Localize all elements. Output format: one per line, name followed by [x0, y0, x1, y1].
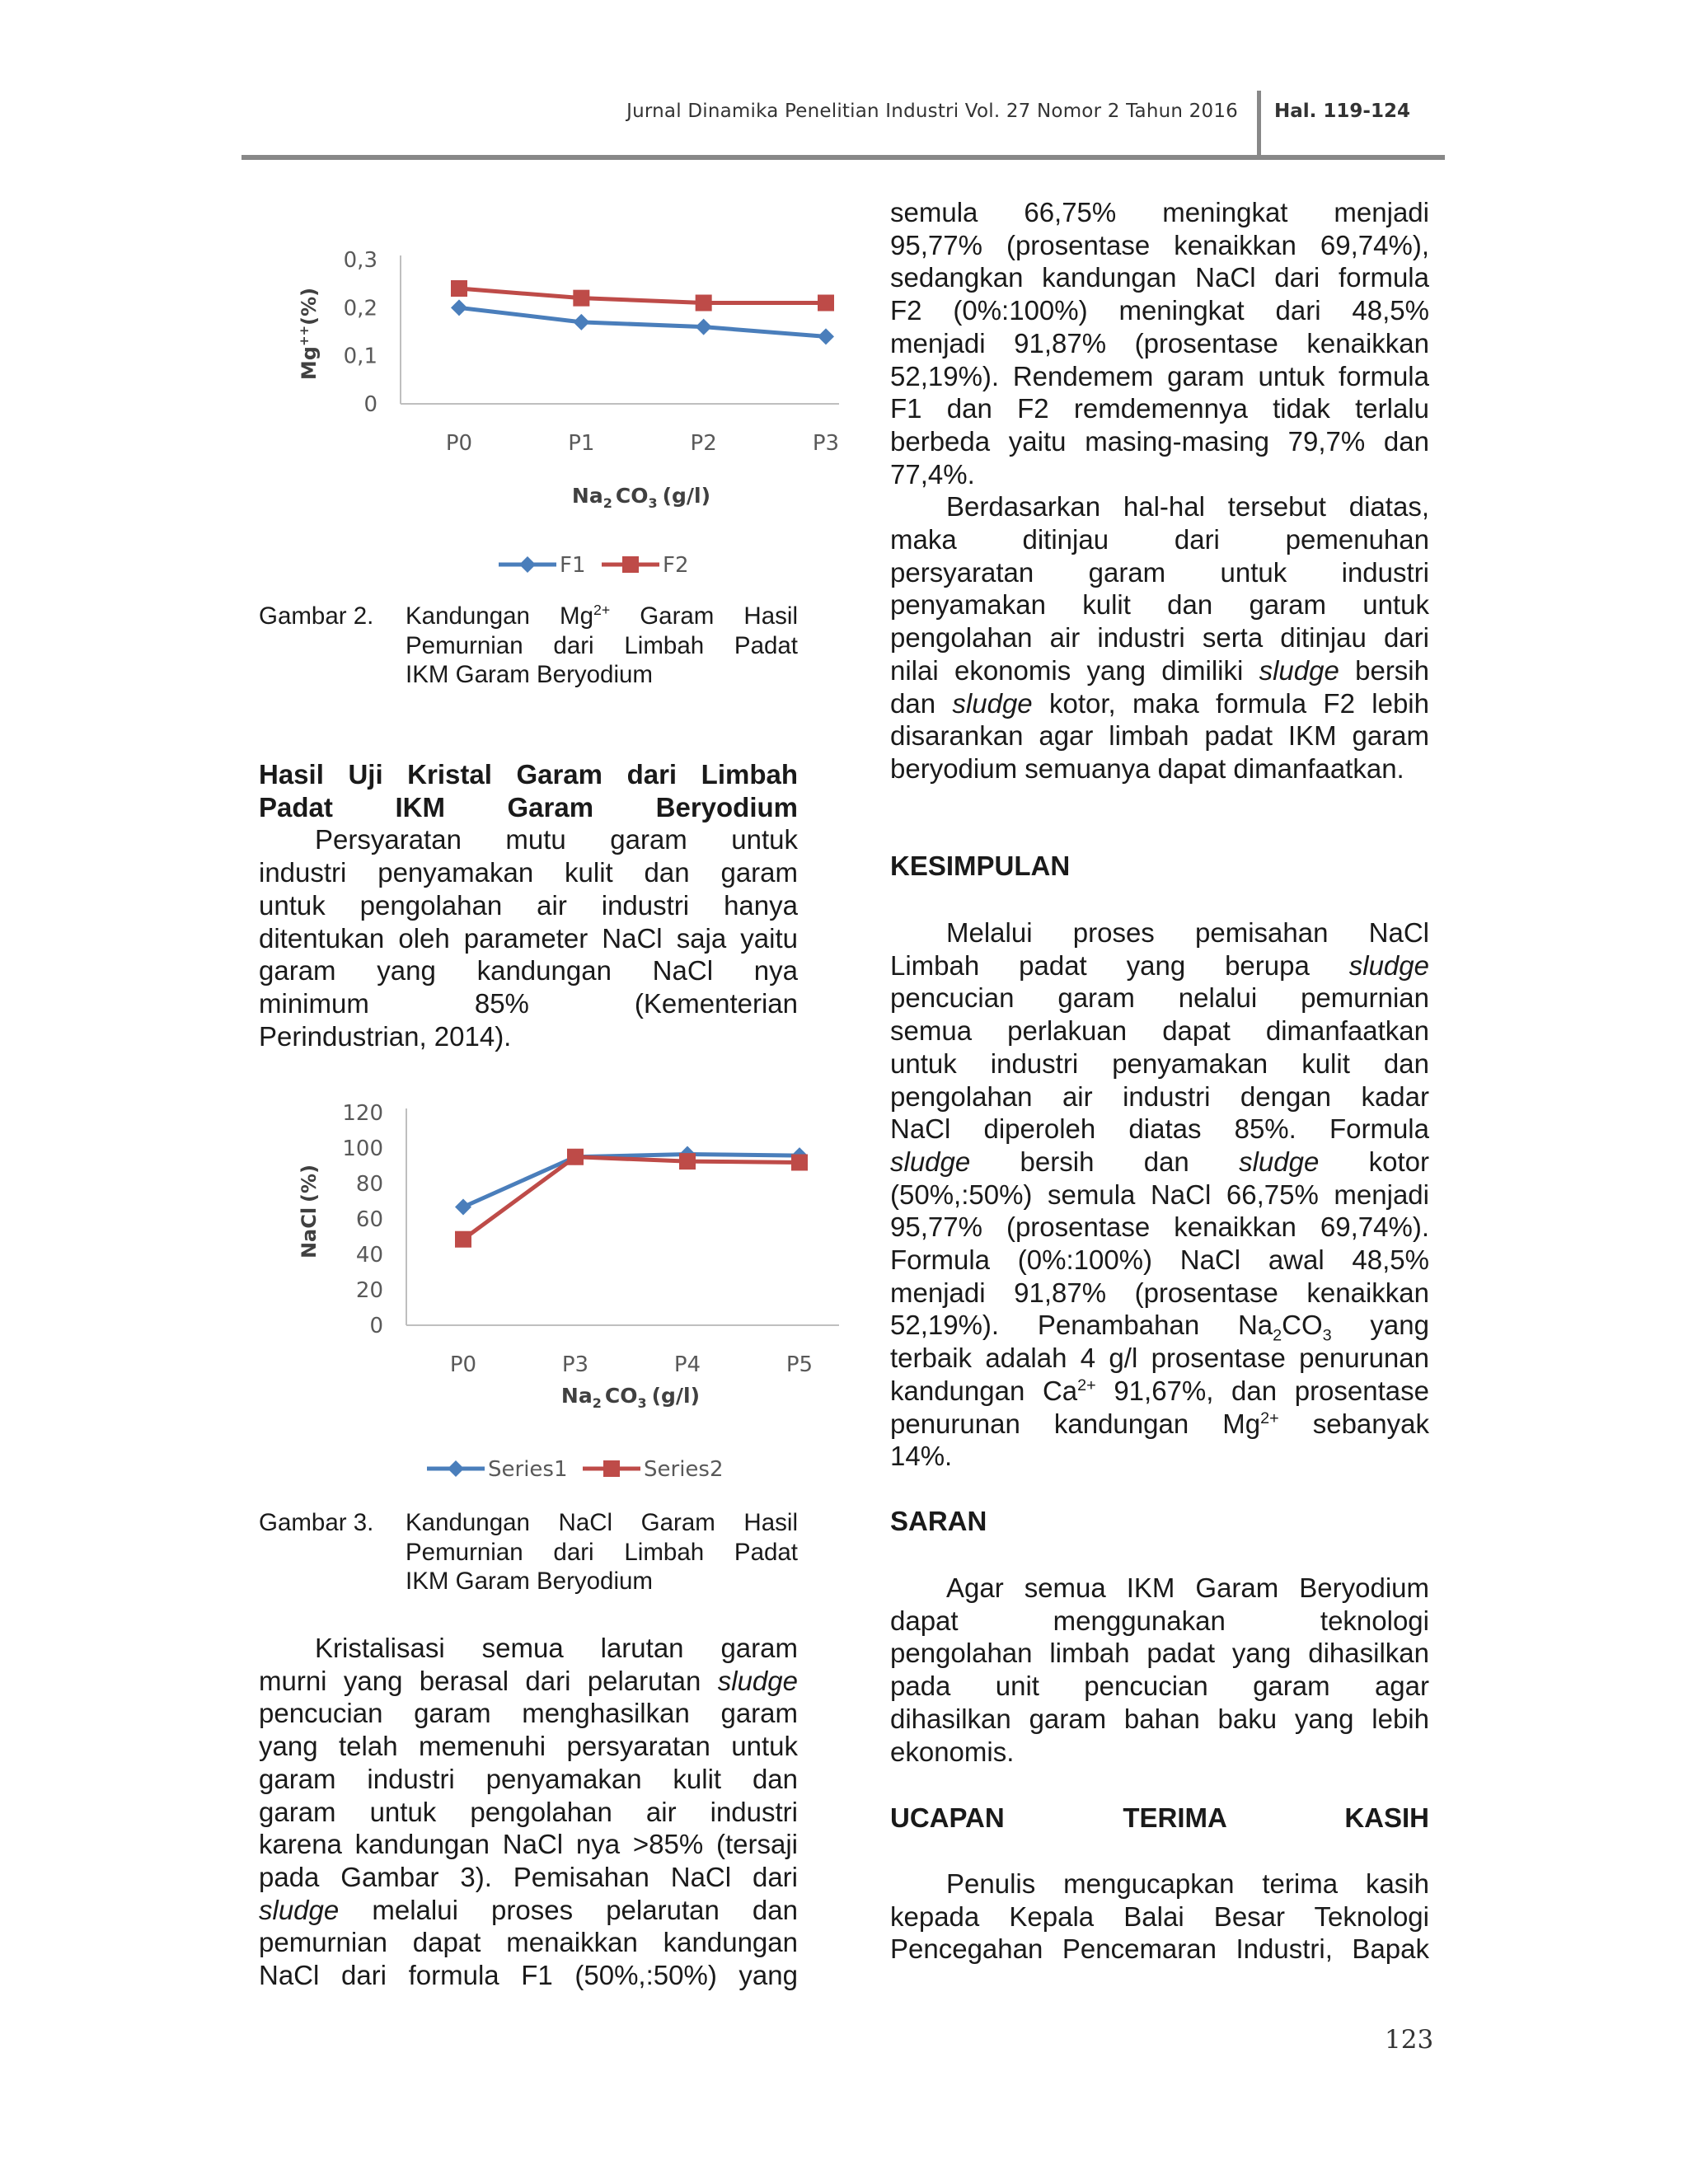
- header-rule: [241, 155, 1445, 160]
- figure2-caption-l2: Pemurnian dari Limbah Padat: [406, 631, 798, 659]
- x-axis-label-a: Na: [571, 484, 603, 508]
- paragraph-kristalisasi: [259, 1632, 798, 1992]
- paragraph-line: pemurnian dapat menaikkan kandungan: [259, 1927, 798, 1958]
- x-axis-label-b: CO: [615, 484, 649, 508]
- legend-marker-diamond: [519, 556, 536, 573]
- legend-label: Series1: [488, 1457, 568, 1482]
- svg-text:NaCl(%): [298, 1165, 321, 1258]
- y-axis-label: [297, 288, 321, 380]
- y-tick-label: 0,1: [343, 344, 377, 369]
- paragraph-line: [259, 1894, 798, 1927]
- section-ucapan: [890, 1802, 1429, 1835]
- text-run: 52,19%). Penambahan Na: [890, 1310, 1273, 1341]
- paragraph-saran: [890, 1572, 1429, 1768]
- italic-term: sludge: [1239, 1146, 1320, 1177]
- paragraph-line: [890, 1309, 1429, 1346]
- paragraph-line: menjadi 91,87% (prosentase kenaikkan: [890, 327, 1429, 359]
- paragraph-line: [259, 1665, 798, 1698]
- paragraph-line: garam yang kandungan NaCl nya: [259, 955, 798, 987]
- figure3-caption-l2: Pemurnian dari Limbah Padat: [406, 1538, 798, 1566]
- svg-text:Mg++(%): [297, 288, 321, 380]
- italic-term: sludge: [890, 1146, 971, 1177]
- subscript: 3: [1322, 1327, 1332, 1346]
- paragraph-line: 14%.: [890, 1441, 953, 1472]
- text-run: kandungan Ca: [890, 1375, 1078, 1406]
- italic-term: sludge: [952, 687, 1033, 719]
- legend-entry-series2: [583, 1457, 724, 1482]
- paragraph-line: [890, 1146, 1429, 1179]
- header-divider: [1257, 91, 1261, 158]
- text-run: kotor, maka formula F2 lebih: [1032, 687, 1429, 719]
- data-point-square: [451, 280, 467, 297]
- text-run: yang: [1331, 1310, 1429, 1341]
- paragraph-line: menjadi 91,87% (prosentase kenaikkan: [890, 1277, 1429, 1308]
- x-axis-label-sub2: 3: [648, 495, 658, 511]
- paragraph-line: Penulis mengucapkan terima kasih: [946, 1868, 1429, 1899]
- paragraph-line: Perindustrian, 2014).: [259, 1020, 512, 1052]
- figure3-caption-l3: IKM Garam Beryodium: [406, 1568, 653, 1595]
- x-tick-label: P0: [449, 1352, 477, 1377]
- data-point-square: [679, 1153, 696, 1169]
- y-tick-label: 40: [355, 1243, 383, 1268]
- y-tick-label: 0: [369, 1314, 383, 1338]
- paragraph-line: [890, 1408, 1429, 1441]
- x-axis-label-a: Na: [560, 1384, 593, 1408]
- x-tick-label: P1: [568, 431, 595, 456]
- series-line-series2: [463, 1157, 799, 1240]
- x-tick-label: P4: [673, 1352, 701, 1377]
- data-point-square: [791, 1154, 808, 1170]
- chart-mg-content: [288, 231, 849, 581]
- figure2-caption: [259, 602, 798, 690]
- superscript: 2+: [1260, 1408, 1279, 1427]
- legend-entry-f2: [602, 553, 689, 578]
- paragraph-line: minimum 85% (Kementerian: [259, 987, 798, 1019]
- paragraph-line: F2 (0%:100%) meningkat dari 48,5%: [890, 295, 1429, 326]
- paragraph-line: [890, 949, 1429, 982]
- figure2-caption-l1b: Garam Hasil: [610, 602, 799, 630]
- y-axis-label-main: NaCl: [298, 1207, 321, 1259]
- section-title-l1: Hasil Uji Kristal Garam dari Limbah: [259, 759, 798, 790]
- section-hasil-uji: [259, 758, 798, 1052]
- paragraph-line: pada Gambar 3). Pemisahan NaCl dari: [259, 1861, 798, 1892]
- y-axis-label: [298, 1165, 321, 1258]
- x-axis-label-c: (g/l): [662, 484, 711, 508]
- paragraph-line: Formula (0%:100%) NaCl awal 48,5%: [890, 1244, 1429, 1276]
- paragraph-line: ekonomis.: [890, 1736, 1015, 1767]
- paragraph-line: (50%,:50%) semula NaCl 66,75% menjadi: [890, 1179, 1429, 1210]
- text-run: 91,67%, dan prosentase: [1095, 1375, 1429, 1406]
- paragraph-line: Kristalisasi semua larutan garam: [315, 1633, 798, 1663]
- page-number: 123: [1385, 2025, 1434, 2055]
- section-saran: [890, 1505, 1429, 1538]
- legend-label: F1: [560, 553, 586, 578]
- legend-label: F2: [663, 553, 689, 578]
- paragraph-line: maka ditinjau dari pemenuhan: [890, 524, 1429, 555]
- y-tick-label: 100: [342, 1137, 383, 1161]
- paragraph-line: karena kandungan NaCl nya >85% (tersaji: [259, 1829, 798, 1860]
- paragraph-line: berbeda yaitu masing-masing 79,7% dan: [890, 425, 1429, 457]
- data-point-square: [573, 290, 589, 307]
- data-point-diamond: [573, 314, 589, 330]
- paragraph-line: industri penyamakan kulit dan garam: [259, 857, 798, 888]
- paragraph-line: Berdasarkan hal-hal tersebut diatas,: [946, 491, 1429, 523]
- paragraph-line: [890, 687, 1429, 720]
- page-range: Hal. 119-124: [1274, 101, 1410, 122]
- paragraph-line: pencucian garam menghasilkan garam: [259, 1698, 798, 1729]
- y-tick-label: 0,3: [343, 248, 377, 273]
- x-tick-label: P3: [812, 431, 840, 456]
- paragraph-line: pada unit pencucian garam agar: [890, 1671, 1429, 1702]
- paragraph-line: 52,19%). Rendemem garam untuk formula: [890, 360, 1429, 391]
- paragraph-line: garam industri penyamakan kulit dan: [259, 1763, 798, 1794]
- data-point-diamond: [696, 319, 712, 335]
- paragraph-line: Melalui proses pemisahan NaCl: [946, 917, 1429, 948]
- legend-marker-diamond: [448, 1460, 464, 1477]
- paragraph-line: Agar semua IKM Garam Beryodium: [946, 1572, 1429, 1603]
- text-run: sebanyak: [1278, 1408, 1429, 1439]
- x-axis-label: [561, 1384, 700, 1411]
- y-axis-label-unit: (%): [298, 287, 321, 326]
- section-kesimpulan: [890, 850, 1429, 883]
- figure2-caption-l1a: Kandungan Mg: [406, 602, 593, 630]
- subscript: 2: [1273, 1327, 1282, 1346]
- x-axis-label-c: (g/l): [651, 1384, 701, 1408]
- data-point-diamond: [818, 328, 834, 344]
- paragraph-line: pengolahan limbah padat yang dihasilkan: [890, 1638, 1429, 1669]
- figure2-caption-l3: IKM Garam Beryodium: [406, 661, 653, 688]
- x-tick-label: P5: [785, 1352, 814, 1377]
- paragraph-line: penyamakan kulit dan garam untuk: [890, 589, 1429, 621]
- x-axis-label-b: CO: [604, 1384, 638, 1408]
- data-point-square: [696, 295, 712, 312]
- data-point-square: [455, 1231, 471, 1248]
- italic-term: sludge: [717, 1665, 798, 1696]
- text-run: bersih dan: [970, 1146, 1240, 1177]
- figure3-caption: [259, 1508, 798, 1596]
- x-axis-label: [572, 484, 710, 511]
- paragraph-line: 95,77% (prosentase kenaikkan 69,74%).: [890, 1212, 1429, 1243]
- legend-label: Series2: [644, 1457, 724, 1482]
- data-point-diamond: [451, 299, 467, 316]
- paragraph-line: [890, 1375, 1429, 1408]
- y-tick-label: 0,2: [343, 296, 377, 321]
- y-tick-label: 120: [342, 1101, 383, 1126]
- figure2-caption-l1sup: 2+: [593, 602, 611, 619]
- paragraph-line: NaCl diperoleh diatas 85%. Formula: [890, 1113, 1429, 1145]
- section-title-saran: SARAN: [890, 1506, 987, 1536]
- paragraph-line: dihasilkan garam bahan baku yang lebih: [890, 1703, 1429, 1734]
- paragraph-kesimpulan: [890, 916, 1429, 1473]
- superscript: 2+: [1077, 1376, 1096, 1394]
- section-title-kesimpulan: KESIMPULAN: [890, 851, 1071, 881]
- paragraph-line: semula 66,75% meningkat menjadi: [890, 197, 1429, 227]
- text-run: penurunan kandungan Mg: [890, 1408, 1261, 1439]
- paragraph-line: dapat menggunakan teknologi: [890, 1605, 1429, 1636]
- paragraph-line: NaCl dari formula F1 (50%,:50%) yang: [259, 1960, 798, 1991]
- paragraph-line: disarankan agar limbah padat IKM garam: [890, 720, 1429, 752]
- y-axis-label-main: Mg: [298, 346, 321, 381]
- x-tick-label: P0: [445, 431, 473, 456]
- italic-term: sludge: [1348, 949, 1429, 981]
- legend-marker-square: [622, 556, 639, 573]
- paragraph-line: pengolahan air industri dengan kadar: [890, 1080, 1429, 1112]
- data-point-square: [818, 295, 834, 312]
- legend-marker-square: [603, 1460, 620, 1477]
- text-run: bersih: [1339, 654, 1429, 686]
- paragraph-line: yang telah memenuhi persyaratan untuk: [259, 1731, 798, 1762]
- legend-entry-series1: [427, 1457, 568, 1482]
- y-tick-label: 20: [355, 1278, 383, 1303]
- legend-entry-f1: [499, 553, 586, 578]
- y-axis-label-unit: (%): [298, 1164, 321, 1202]
- journal-header: Jurnal Dinamika Penelitian Industri Vol. 27 Nomor 2 Tahun 2016: [626, 101, 1238, 122]
- chart-nacl-content: [288, 1096, 849, 1492]
- paragraph-line: 77,4%.: [890, 458, 975, 490]
- paragraph-ucapan: [890, 1868, 1429, 1966]
- paragraph-line: [890, 654, 1429, 687]
- text-run: kotor: [1319, 1146, 1429, 1177]
- data-point-square: [567, 1149, 584, 1165]
- y-axis-label-sup: ++: [297, 325, 312, 347]
- y-tick-label: 80: [355, 1172, 383, 1197]
- paragraph-line: persyaratan garam untuk industri: [890, 556, 1429, 588]
- paragraph-line: pencucian garam nelalui pemurnian: [890, 982, 1429, 1014]
- x-axis-label-sub2: 3: [637, 1395, 647, 1411]
- figure3-caption-l1: Kandungan NaCl Garam Hasil: [406, 1509, 798, 1536]
- y-tick-label: 60: [355, 1207, 383, 1232]
- series-line-f2: [459, 288, 826, 303]
- paragraph-line: Pencegahan Pencemaran Industri, Bapak: [890, 1933, 1429, 1965]
- paragraph-line: 95,77% (prosentase kenaikkan 69,74%),: [890, 229, 1429, 260]
- text-run: murni yang berasal dari pelarutan: [259, 1665, 718, 1696]
- paragraph-line: garam untuk pengolahan air industri: [259, 1796, 798, 1827]
- series-line-f1: [459, 307, 826, 336]
- paragraph-line: untuk pengolahan air industri hanya: [259, 889, 798, 921]
- paragraph-continued: [890, 196, 1429, 785]
- section-title-l2: Padat IKM Garam Beryodium: [259, 791, 798, 823]
- paragraph-line: pengolahan air industri serta ditinjau dari: [890, 622, 1429, 654]
- text-run: CO: [1282, 1310, 1323, 1341]
- paragraph-line: kepada Kepala Balai Besar Teknologi: [890, 1900, 1429, 1932]
- italic-term: sludge: [1259, 654, 1339, 686]
- paragraph-line: beryodium semuanya dapat dimanfaatkan.: [890, 752, 1404, 784]
- paragraph-line: semua perlakuan dapat dimanfaatkan: [890, 1015, 1429, 1047]
- paragraph-line: Persyaratan mutu garam untuk: [315, 824, 798, 855]
- paragraph-line: ditentukan oleh parameter NaCl saja yaitu: [259, 922, 798, 954]
- paragraph-line: terbaik adalah 4 g/l prosentase penurunan: [890, 1343, 1429, 1374]
- x-axis-label-sub1: 2: [603, 495, 612, 511]
- figure3-label: Gambar 3.: [259, 1509, 374, 1536]
- paragraph-line: F1 dan F2 remdemennya tidak terlalu: [890, 393, 1429, 424]
- paragraph-line: sedangkan kandungan NaCl dari formula: [890, 262, 1429, 293]
- text-run: Limbah padat yang berupa: [890, 949, 1349, 981]
- y-tick-label: 0: [363, 392, 377, 417]
- figure2-label: Gambar 2.: [259, 602, 374, 630]
- x-axis-label-sub1: 2: [592, 1395, 602, 1411]
- section-title-ucapan: UCAPAN TERIMA KASIH: [890, 1802, 1429, 1833]
- data-point-diamond: [455, 1198, 471, 1215]
- paragraph-line: untuk industri penyamakan kulit dan: [890, 1047, 1429, 1079]
- x-tick-label: P2: [690, 431, 717, 456]
- x-tick-label: P3: [561, 1352, 589, 1377]
- italic-term: sludge: [259, 1894, 340, 1925]
- text-run: melalui proses pelarutan dan: [339, 1894, 798, 1925]
- text-run: nilai ekonomis yang dimiliki: [890, 654, 1259, 686]
- text-run: dan: [890, 687, 953, 719]
